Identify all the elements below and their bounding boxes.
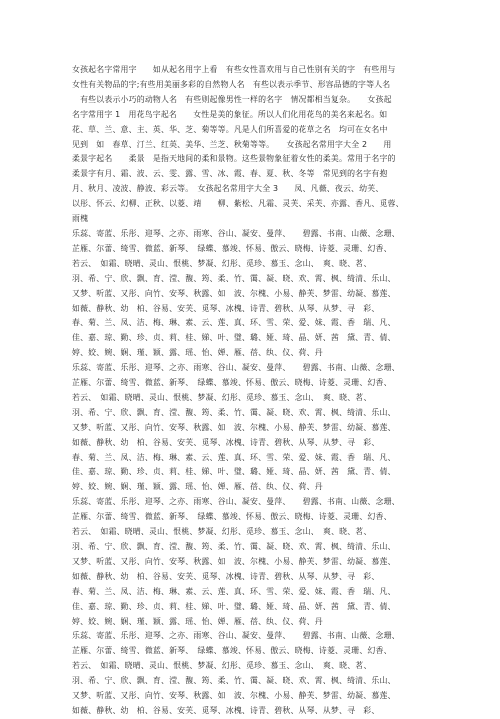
text-line: 花、草、兰、意、主、英、华、芝、菊等等。凡是人们所喜爱的花草之名 均可在女名中	[72, 124, 388, 134]
text-line: 芷雁、尔蕾、绮雪、微蓝、新琴、 绿蝶、慕竣、怀易、傲云、晓梅、诗菱、灵珊、幻香、	[72, 243, 392, 253]
text-line: 有些以表示小巧的动物人名 有些则起像男性一样的名字 情况都相当复杂。 女孩起	[72, 94, 392, 104]
text-line: 羽、希、宁、欣、飘、育、滢、馥、筠、柔、竹、霭、凝、晓、欢、霄、枫、绮清、乐山、	[72, 407, 396, 417]
text-line: 春、菊、兰、凤、洁、梅、琳、素、云、莲、真、环、雪、荣、爱、妹、霞、香 瑞、凡、	[72, 318, 396, 328]
text-line: 若云、 如霜、晓晴、灵山、恨桃、梦凝、幻彤、觅珍、慕玉、念山、 爽、晓、茗、	[72, 258, 372, 268]
text-line: 羽、希、宁、欣、飘、育、滢、馥、筠、柔、竹、霭、凝、晓、欢、霄、枫、绮清、乐山、	[72, 273, 396, 283]
text-line: 如薇、静秋、幼 柏、谷易、安芙、觅琴、冰槐、诗青、碧秋、从琴、从梦、寻 彩、	[72, 571, 380, 581]
text-line: 月、秋月、凌波、静波、彩云等。 女孩起名常用字大全 3 凤、凡薇、夜云、幼芙、	[72, 184, 384, 194]
text-line: 女孩起名字常用字 如从起名用字上看 有些女性喜欢用与自己性别有关的字 有些用与	[72, 65, 396, 74]
text-line: 又梦、听蓝、又彤、向竹、安琴、秋露、如 波、尔槐、小易、静芙、梦雷、幼凝、慕莲、	[72, 422, 396, 432]
text-line: 以彤、怀云、幻柳、正秋、以菱、靖 柳、紫松、凡霜、灵芙、采芙、亦露、香凡、觅蓉、	[72, 199, 404, 209]
text-line: 佳、嘉、琼、勤、珍、贞、莉、桂、娣、叶、璧、璐、娅、琦、晶、妍、茜 黛、青、倩、	[72, 333, 396, 343]
text-line: 名字常用字 1 用花鸟字起名 女性是美的象征。所以人们化用花鸟的美名来起名。如	[72, 109, 388, 119]
text-line: 乐蕊、寄蓝、乐彤、迎琴、之亦、雨寒、谷山、凝安、曼萍、 碧露、书南、山薇、念珊、	[72, 631, 400, 641]
text-line: 芷雁、尔蕾、绮雪、微蓝、新琴、 绿蝶、慕竣、怀易、傲云、晓梅、诗菱、灵珊、幻香、	[72, 512, 392, 522]
text-line: 婷、姣、婉、娴、瑾、颖、露、瑶、怡、婵、雁、蓓、纨、仪、荷、丹	[72, 348, 323, 358]
text-line: 乐蕊、寄蓝、乐彤、迎琴、之亦、雨寒、谷山、凝安、曼萍、 碧露、书南、山薇、念珊、	[72, 497, 400, 507]
document-body	[72, 63, 428, 719]
text-line: 若云、 如霜、晓晴、灵山、恨桃、梦凝、幻彤、觅珍、慕玉、念山、 爽、晓、茗、	[72, 392, 372, 402]
text-line: 柔景字起名 柔景 是指天地间的柔和景物。这些景物象征着女性的柔美。常用于名字的	[72, 154, 396, 164]
text-line: 柔景字有月、霜、波、云、雯、露、雪、冰、霞、春、夏、秋、冬等 常见到的名字有抱	[72, 169, 388, 179]
text-line: 见到 如 春草、汀兰、红英、美华、兰芝、秋菊等等。 女孩起名常用字大全 2 用	[72, 139, 392, 149]
text-line: 春、菊、兰、凤、洁、梅、琳、素、云、莲、真、环、雪、荣、爱、妹、霞、香 瑞、凡、	[72, 452, 396, 462]
text-line: 如薇、静秋、幼 柏、谷易、安芙、觅琴、冰槐、诗青、碧秋、从琴、从梦、寻 彩、	[72, 437, 380, 447]
text-line: 婷、姣、婉、娴、瑾、颖、露、瑶、怡、婵、雁、蓓、纨、仪、荷、丹	[72, 616, 323, 626]
text-line: 羽、希、宁、欣、飘、育、滢、馥、筠、柔、竹、霭、凝、晓、欢、霄、枫、绮清、乐山、	[72, 676, 396, 686]
text-line: 如薇、静秋、幼 柏、谷易、安芙、觅琴、冰槐、诗青、碧秋、从琴、从梦、寻 彩、	[72, 303, 380, 313]
text-line: 羽、希、宁、欣、飘、育、滢、馥、筠、柔、竹、霭、凝、晓、欢、霄、枫、绮清、乐山、	[72, 542, 396, 551]
text-line: 佳、嘉、琼、勤、珍、贞、莉、桂、娣、叶、璧、璐、娅、琦、晶、妍、茜 黛、青、倩、	[72, 601, 396, 611]
text-line: 若云、 如霜、晓晴、灵山、恨桃、梦凝、幻彤、觅珍、慕玉、念山、 爽、晓、茗、	[72, 661, 372, 671]
text-line: 芷雁、尔蕾、绮雪、微蓝、新琴、 绿蝶、慕竣、怀易、傲云、晓梅、诗菱、灵珊、幻香、	[72, 378, 392, 388]
text-line: 若云、 如霜、晓晴、灵山、恨桃、梦凝、幻彤、觅珍、慕玉、念山、 爽、晓、茗、	[72, 527, 372, 537]
text-line: 佳、嘉、琼、勤、珍、贞、莉、桂、娣、叶、璧、璐、娅、琦、晶、妍、茜 黛、青、倩、	[72, 467, 396, 477]
text-line: 如薇、静秋、幼 柏、谷易、安芙、觅琴、冰槐、诗青、碧秋、从琴、从梦、寻 彩、	[72, 705, 380, 715]
text-line: 乐蕊、寄蓝、乐彤、迎琴、之亦、雨寒、谷山、凝安、曼萍、 碧露、书南、山薇、念珊、	[72, 363, 400, 373]
text-line: 又梦、听蓝、又彤、向竹、安琴、秋露、如 波、尔槐、小易、静芙、梦雷、幼凝、慕莲、	[72, 556, 396, 566]
text-line: 雨槐	[72, 214, 89, 224]
text-line: 春、菊、兰、凤、洁、梅、琳、素、云、莲、真、环、雪、荣、爱、妹、霞、香 瑞、凡、	[72, 586, 396, 596]
text-line: 芷雁、尔蕾、绮雪、微蓝、新琴、 绿蝶、慕竣、怀易、傲云、晓梅、诗菱、灵珊、幻香、	[72, 646, 392, 656]
text-line: 女性有关物品的字;有些用美丽多彩的自然物人名 有些以表示季节、形容品德的字等人名	[72, 79, 391, 89]
text-line: 乐蕊、寄蓝、乐彤、迎琴、之亦、雨寒、谷山、凝安、曼萍、 碧露、书南、山薇、念珊、	[72, 228, 400, 238]
text-line: 又梦、听蓝、又彤、向竹、安琴、秋露、如 波、尔槐、小易、静芙、梦雷、幼凝、慕莲、	[72, 691, 396, 701]
text-line: 又梦、听蓝、又彤、向竹、安琴、秋露、如 波、尔槐、小易、静芙、梦雷、幼凝、慕莲、	[72, 288, 396, 298]
text-line: 婷、姣、婉、娴、瑾、颖、露、瑶、怡、婵、雁、蓓、纨、仪、荷、丹	[72, 482, 323, 492]
